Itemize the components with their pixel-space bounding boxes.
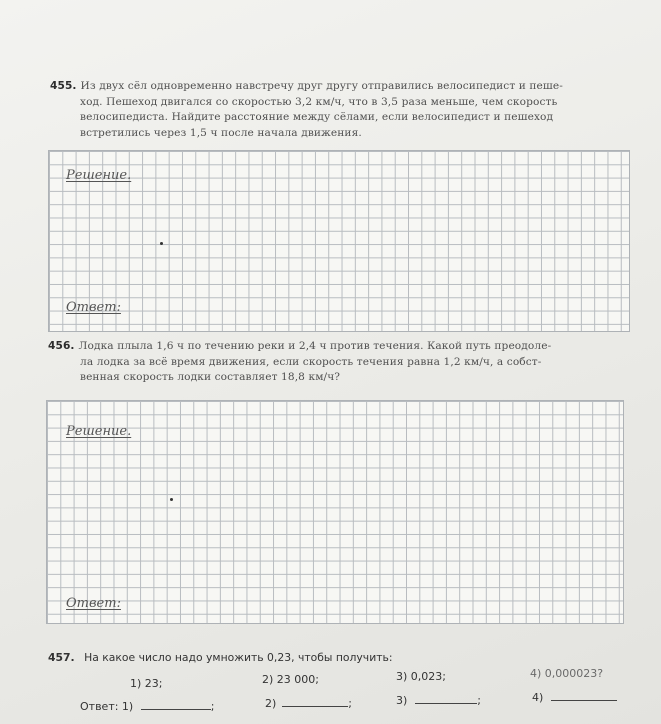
problem-number: 455. (50, 80, 77, 92)
option-2: 2) 23 000; (262, 673, 319, 686)
problem-text-line: ла лодка за всё время движения, если скорость течения равна 1,2 км/ч, а собст- (80, 355, 542, 368)
problem-text-line: Лодка плыла 1,6 ч по течению реки и 2,4 ч против течения. Какой путь преодоле- (78, 340, 552, 352)
problem-text-line: Из двух сёл одновременно навстречу друг другу отправились велосипедист и пеше- (80, 80, 563, 92)
answer-blank-1[interactable] (141, 709, 211, 710)
solution-grid-455[interactable] (48, 150, 630, 332)
problem-455 (50, 79, 610, 141)
answer-label: Ответ: (66, 596, 121, 611)
answer-slot-label: 3) (396, 694, 408, 707)
solution-label: Решение. (66, 424, 132, 439)
option-4: 4) 0,000023? (530, 667, 604, 680)
problem-number: 456. (48, 340, 75, 352)
solution-label: Решение. (66, 168, 132, 183)
answer-slot-label: 4) (532, 691, 544, 704)
problem-457 (48, 651, 393, 664)
pen-mark (170, 498, 173, 501)
problem-456 (48, 339, 618, 386)
answer-label: Ответ: (66, 300, 121, 315)
option-3: 3) 0,023; (396, 670, 446, 683)
pen-mark (160, 242, 163, 245)
answer-row: Ответ: 1) ; 2) ; 3) ; 4) (80, 700, 640, 720)
answer-blank-2[interactable] (282, 706, 348, 707)
answer-blank-4[interactable] (551, 700, 617, 701)
answer-blank-3[interactable] (415, 703, 477, 704)
solution-grid-456[interactable] (46, 400, 624, 624)
problem-number: 457. (48, 651, 75, 664)
problem-text-line: встретились через 1,5 ч после начала движения. (80, 126, 362, 139)
problem-text-line: ход. Пешеход двигался со скоростью 3,2 км/ч, что в 3,5 раза меньше, чем скорость (80, 95, 558, 108)
option-1: 1) 23; (130, 677, 163, 690)
problem-text-line: велосипедиста. Найдите расстояние между сёлами, если велосипедист и пешеход (80, 111, 554, 123)
problem-question: На какое число надо умножить 0,23, чтобы получить: (84, 651, 393, 664)
answer-label-457: Ответ: 1) (80, 700, 134, 713)
problem-text-line: венная скорость лодки составляет 18,8 км/ч? (80, 371, 341, 383)
answer-slot-label: 2) (265, 697, 277, 710)
